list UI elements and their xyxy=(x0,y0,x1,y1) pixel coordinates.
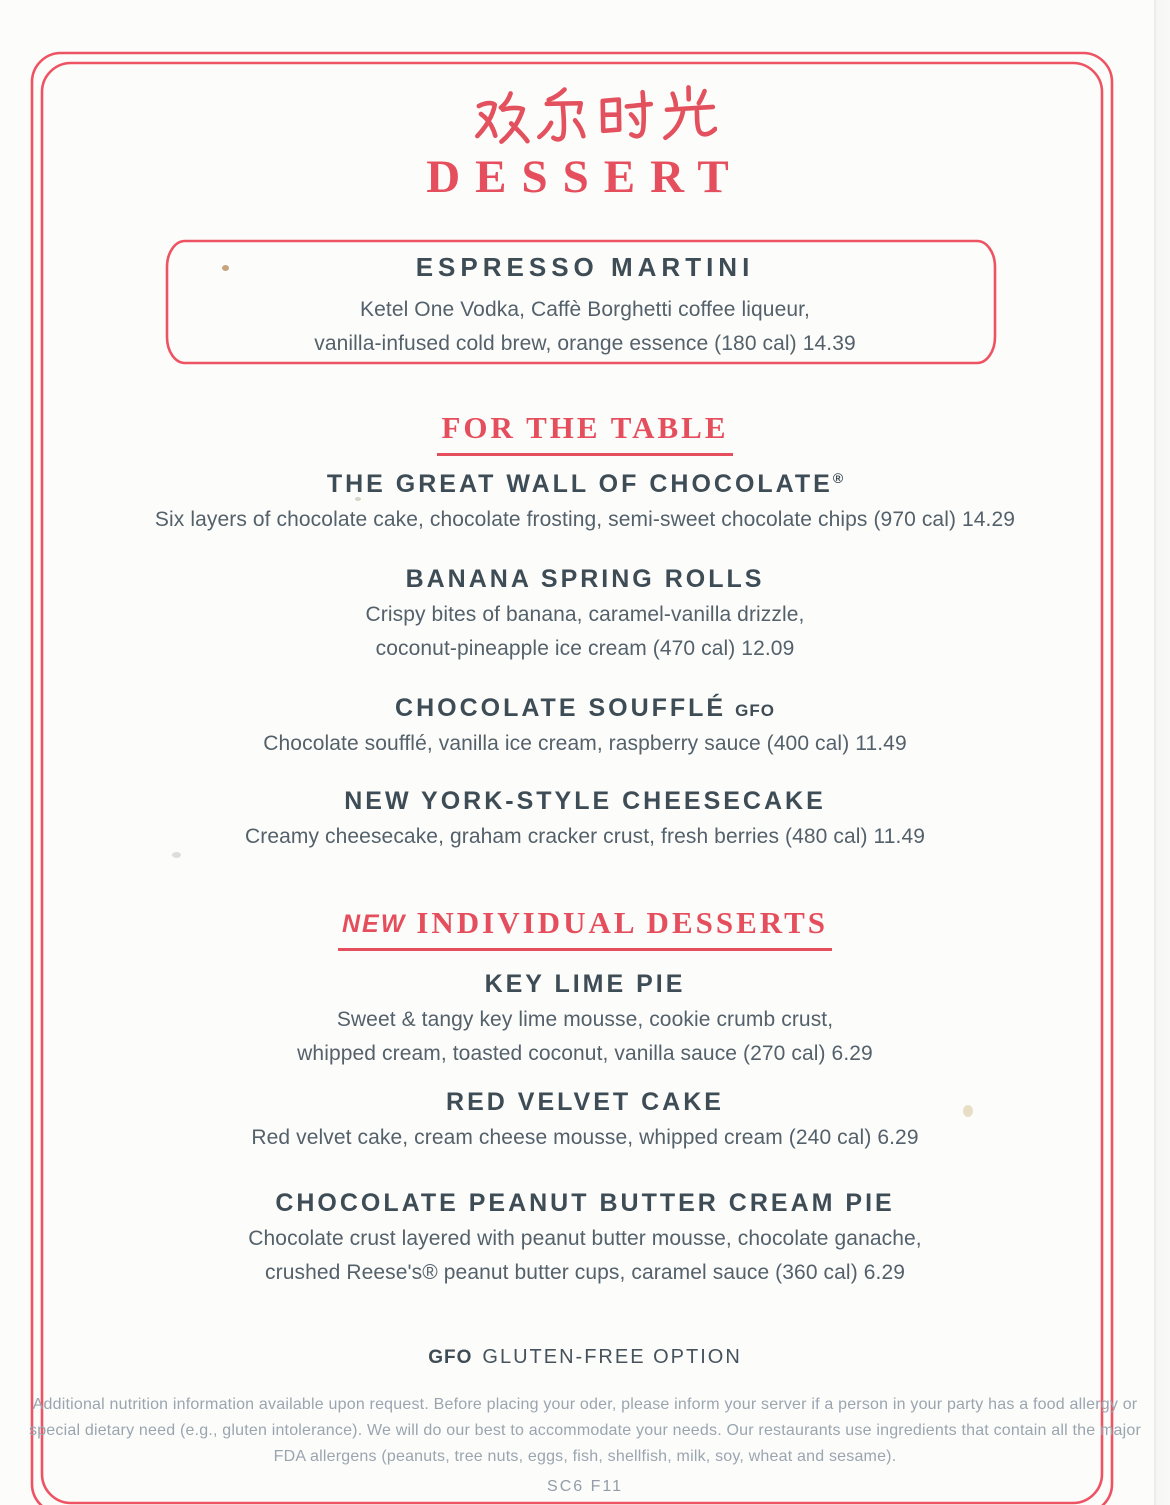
menu-item-ny-cheesecake xyxy=(0,787,1170,816)
page-title: DESSERT xyxy=(426,151,744,203)
section-header-for-the-table: FOR THE TABLE xyxy=(0,410,1170,456)
scan-page-edge xyxy=(1154,0,1170,1505)
item-name: KEY LIME PIE xyxy=(484,970,686,998)
menu-item-red-velvet-cake xyxy=(0,1088,1170,1117)
item-name: CHOCOLATE SOUFFLÉ GFO xyxy=(395,694,775,722)
menu-item-chocolate-souffle xyxy=(0,694,1170,723)
item-description: Chocolate crust layered with peanut butter mousse, chocolate ganache, crushed Reese's® peanut butter cups, caramel sauce (360 cal) 6.29 xyxy=(248,1227,922,1284)
item-name: BANANA SPRING ROLLS xyxy=(405,565,765,593)
item-description: Chocolate soufflé, vanilla ice cream, raspberry sauce (400 cal) 11.49 xyxy=(263,732,907,755)
gfo-legend xyxy=(0,1346,1170,1369)
item-name: THE GREAT WALL OF CHOCOLATE® xyxy=(326,470,844,498)
item-name: RED VELVET CAKE xyxy=(446,1088,724,1116)
chinese-calligraphy xyxy=(473,84,717,148)
item-description: Six layers of chocolate cake, chocolate frosting, semi-sweet chocolate chips (970 cal) 14.29 xyxy=(154,508,1016,531)
item-name: CHOCOLATE PEANUT BUTTER CREAM PIE xyxy=(275,1189,895,1217)
item-name: NEW YORK-STYLE CHEESECAKE xyxy=(344,787,826,815)
section-header-individual-desserts: NEW INDIVIDUAL DESSERTS xyxy=(0,905,1170,951)
item-description: Sweet & tangy key lime mousse, cookie crumb crust, whipped cream, toasted coconut, vanilla sauce (270 cal) 6.29 xyxy=(297,1008,873,1065)
nutrition-disclaimer: Additional nutrition information available upon request. Before placing your oder, please inform your server if a person in your party has a food allergy or special dietary need (e.g., gluten intolerance). We will do our best to accommodate your needs. Our restaurants use ingredients that contain all the major FDA allergens (peanuts, tree nuts, eggs, fish, shellfish, milk, soy, wheat and sesame). xyxy=(29,1396,1141,1465)
item-description: Creamy cheesecake, graham cracker crust, fresh berries (480 cal) 11.49 xyxy=(244,825,926,848)
menu-item-key-lime-pie xyxy=(0,970,1170,999)
gfo-legend-text: GLUTEN-FREE OPTION xyxy=(482,1346,742,1368)
menu-item-banana-spring-rolls xyxy=(0,565,1170,594)
sheet-code: SC6 F11 xyxy=(547,1478,623,1495)
item-description: Crispy bites of banana, caramel-vanilla drizzle, coconut-pineapple ice cream (470 cal) 12.09 xyxy=(365,603,805,660)
featured-item-name: ESPRESSO MARTINI xyxy=(415,252,755,282)
gfo-legend-abbr: GFO xyxy=(428,1347,473,1368)
menu-item-great-wall xyxy=(0,470,1170,499)
item-description: Red velvet cake, cream cheese mousse, whipped cream (240 cal) 6.29 xyxy=(251,1126,919,1149)
gfo-badge: GFO xyxy=(735,701,775,720)
featured-item-description: Ketel One Vodka, Caffè Borghetti coffee liqueur, vanilla-infused cold brew, orange essence (180 cal) 14.39 xyxy=(314,298,856,355)
new-label: NEW xyxy=(342,910,407,938)
menu-item-choc-pb-cream-pie xyxy=(0,1189,1170,1218)
